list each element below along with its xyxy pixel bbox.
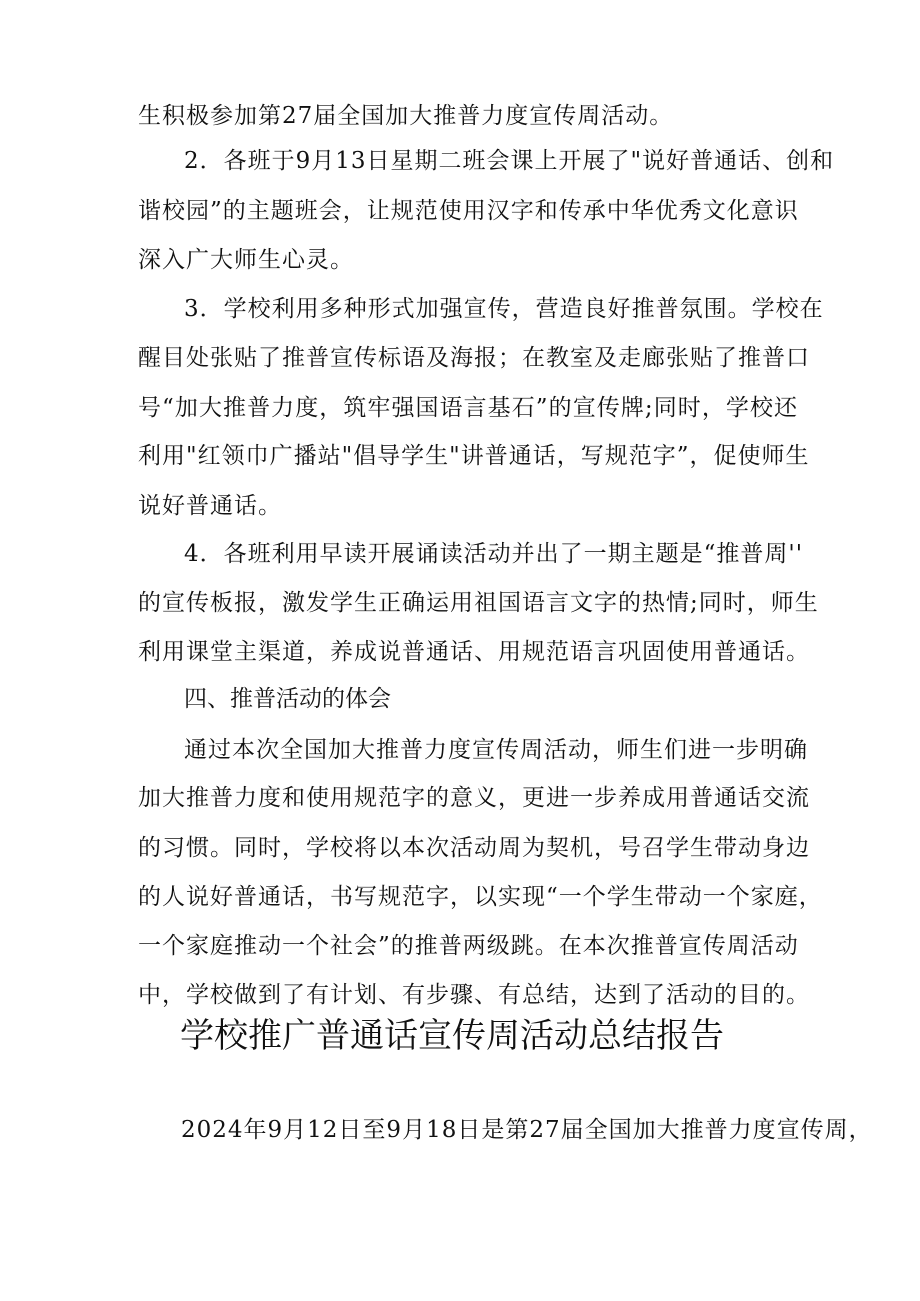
paragraph-line: 利用课堂主渠道，养成说普通话、用规范语言巩固使用普通话。	[138, 639, 810, 665]
paragraph-line: 一个家庭推动一个社会”的推普两级跳。在本次推普宣传周活动	[138, 933, 799, 959]
paragraph-line: 的人说好普通话，书写规范字，以实现“一个学生带动一个家庭，	[138, 884, 823, 910]
paragraph-line: 说好普通话。	[138, 493, 282, 519]
paragraph-line: 的宣传板报，激发学生正确运用祖国语言文字的热情;同时，师生	[138, 590, 819, 616]
paragraph-line: 通过本次全国加大推普力度宣传周活动，师生们进一步明确	[184, 737, 808, 763]
paragraph-line: 生积极参加第27届全国加大推普力度宣传周活动。	[138, 103, 674, 129]
report-title: 学校推广普通话宣传周活动总结报告	[180, 1016, 724, 1056]
paragraph-line: 中，学校做到了有计划、有步骤、有总结，达到了活动的目的。	[138, 982, 810, 1008]
section-heading: 四、推普活动的体会	[184, 686, 391, 712]
paragraph-line: 4．各班利用早读开展诵读活动并出了一期主题是“推普周''	[184, 541, 804, 567]
paragraph-line: 3．学校利用多种形式加强宣传，营造良好推普氛围。学校在	[184, 296, 824, 322]
paragraph-line: 谐校园”的主题班会，让规范使用汉字和传承中华优秀文化意识	[138, 198, 799, 224]
paragraph-line: 深入广大师生心灵。	[138, 247, 354, 273]
paragraph-line: 加大推普力度和使用规范字的意义，更进一步养成用普通话交流	[138, 785, 810, 811]
paragraph-line: 醒目处张贴了推普宣传标语及海报；在教室及走廊张贴了推普口	[138, 345, 810, 371]
paragraph-line: 利用"红领巾广播站"倡导学生"讲普通话，写规范字”，促使师生	[138, 443, 810, 469]
paragraph-line: 2．各班于9月13日星期二班会课上开展了"说好普通话、创和	[184, 148, 835, 174]
paragraph-line: 号“加大推普力度，筑牢强国语言基石”的宣传牌;同时，学校还	[138, 395, 798, 421]
paragraph-line: 2024年9月12日至9月18日是第27届全国加大推普力度宣传周，	[181, 1117, 873, 1143]
paragraph-line: 的习惯。同时，学校将以本次活动周为契机，号召学生带动身边	[138, 835, 810, 861]
